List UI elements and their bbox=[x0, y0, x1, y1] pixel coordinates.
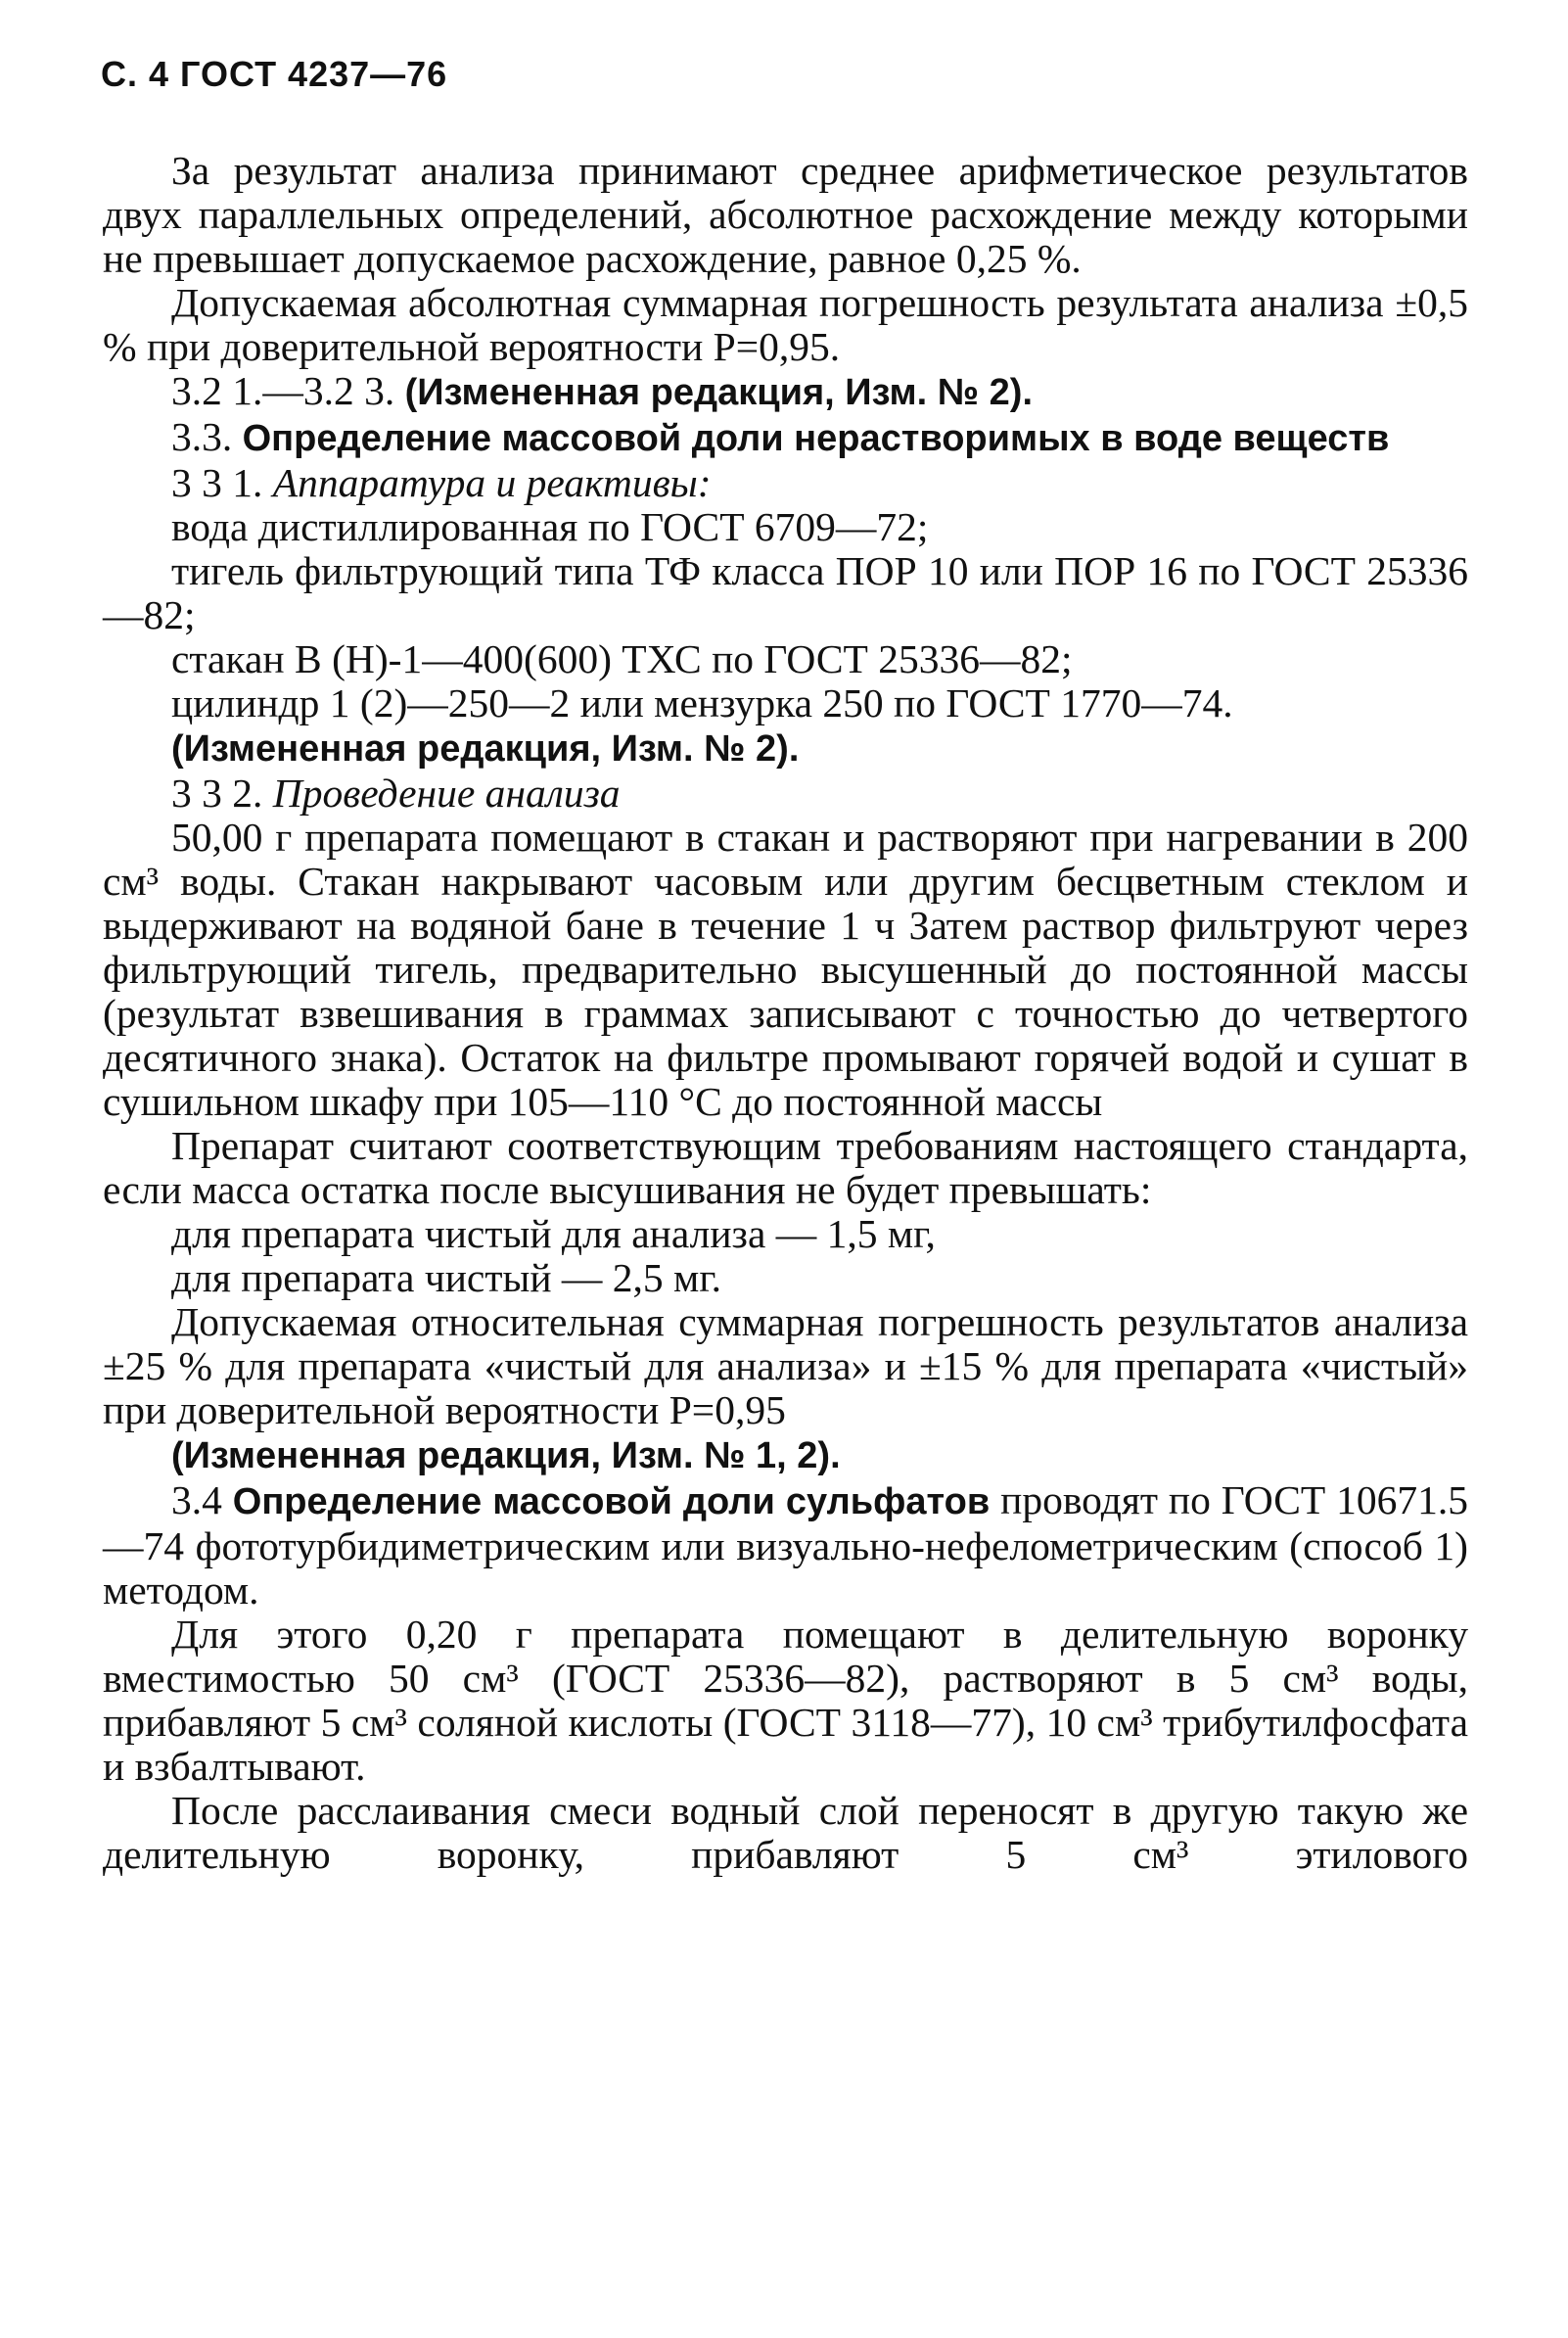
amendment-note: (Измененная редакция, Изм. № 1, 2). bbox=[171, 1435, 841, 1476]
clause-number: 3 3 1. bbox=[171, 460, 263, 505]
list-item-crucible: тигель фильтрующий типа ТФ класса ПОР 10 или ПОР 16 по ГОСТ 25336—82; bbox=[103, 548, 1468, 637]
paragraph-result-mean: За результат анализа принимают среднее арифметическое результатов двух параллельных определений, абсолютное расхождение между которыми не превышает допускаемое расхождение, равное 0,25 %. bbox=[103, 148, 1468, 281]
clause-number: 3.2 1.—3.2 3. bbox=[171, 368, 395, 413]
amendment-note: (Измененная редакция, Изм. № 2). bbox=[404, 372, 1034, 413]
section-title: Определение массовой доли нерастворимых в воде веществ bbox=[242, 418, 1390, 459]
clause-number: 3.3. bbox=[171, 414, 233, 459]
paragraph-abs-error: Допускаемая абсолютная суммарная погрешность результата анализа ±0,5 % при доверительной вероятности Р=0,95. bbox=[103, 280, 1468, 369]
amendment-note: (Измененная редакция, Изм. № 2). bbox=[171, 728, 800, 770]
section-heading-3-3 bbox=[103, 415, 1468, 461]
clause-number: 3.4 bbox=[171, 1477, 222, 1522]
subsection-title: Проведение анализа bbox=[272, 771, 621, 816]
subsection-title: Аппаратура и реактивы: bbox=[272, 460, 712, 505]
document-page bbox=[103, 54, 1468, 1877]
list-item-water: вода дистиллированная по ГОСТ 6709—72; bbox=[171, 504, 929, 549]
paragraph-sulfate-procedure: Для этого 0,20 г препарата помещают в делительную воронку вместимостью 50 см³ (ГОСТ 25336—82), растворяют в 5 см³ воды, прибавляют 5 см³ соляной кислоты (ГОСТ 3118—77), 10 см³ трибутилфосфата и взбалтывают. bbox=[103, 1612, 1468, 1789]
list-item-beaker: стакан В (Н)-1—400(600) ТХС по ГОСТ 25336—82; bbox=[171, 636, 1073, 681]
subsection-3-3-1 bbox=[103, 461, 1468, 505]
section-3-4-sulfates bbox=[103, 1478, 1468, 1613]
list-item-cylinder: цилиндр 1 (2)—250—2 или мензурка 250 по ГОСТ 1770—74. bbox=[171, 680, 1233, 725]
paragraph-acceptance: Препарат считают соответствующим требованиям настоящего стандарта, если масса остатка после высушивания не будет превышать: bbox=[103, 1123, 1468, 1212]
amendment-note-2 bbox=[103, 725, 1468, 772]
list-item-pure-grade: для препарата чистый — 2,5 мг. bbox=[171, 1255, 722, 1300]
page-header: С. 4 ГОСТ 4237—76 bbox=[101, 54, 448, 94]
paragraph-separation: После расслаивания смеси водный слой переносят в другую такую же делительную воронку, прибавляют 5 см³ этилового bbox=[103, 1788, 1468, 1877]
subsection-3-3-2 bbox=[103, 772, 1468, 816]
paragraph-amendment-3-2 bbox=[103, 369, 1468, 415]
amendment-note-1-2 bbox=[103, 1432, 1468, 1478]
clause-number: 3 3 2. bbox=[171, 771, 263, 816]
paragraph-rel-error: Допускаемая относительная суммарная погрешность результатов анализа ±25 % для препарата «чистый для анализа» и ±15 % для препарата «чистый» при доверительной вероятности Р=0,95 bbox=[103, 1299, 1468, 1432]
paragraph-procedure: 50,00 г препарата помещают в стакан и растворяют при нагревании в 200 см³ воды. Стакан накрывают часовым или другим бесцветным стеклом и выдерживают на водяной бане в течение 1 ч Затем раствор фильтруют через фильтрующий тигель, предварительно высушенный до постоянной массы (результат взвешивания в граммах записывают с точностью до четвертого десятичного знака). Остаток на фильтре промывают горячей водой и сушат в сушильном шкафу при 105—110 °С до постоянной массы bbox=[103, 815, 1468, 1124]
section-body: проводят по ГОСТ 10671.5—74 фототурбидиметрическим или визуально-нефелометрическим (способ 1) методом. bbox=[103, 1477, 1469, 1613]
list-item-analysis-grade: для препарата чистый для анализа — 1,5 мг, bbox=[171, 1211, 936, 1256]
section-title: Определение массовой доли сульфатов bbox=[232, 1481, 991, 1522]
